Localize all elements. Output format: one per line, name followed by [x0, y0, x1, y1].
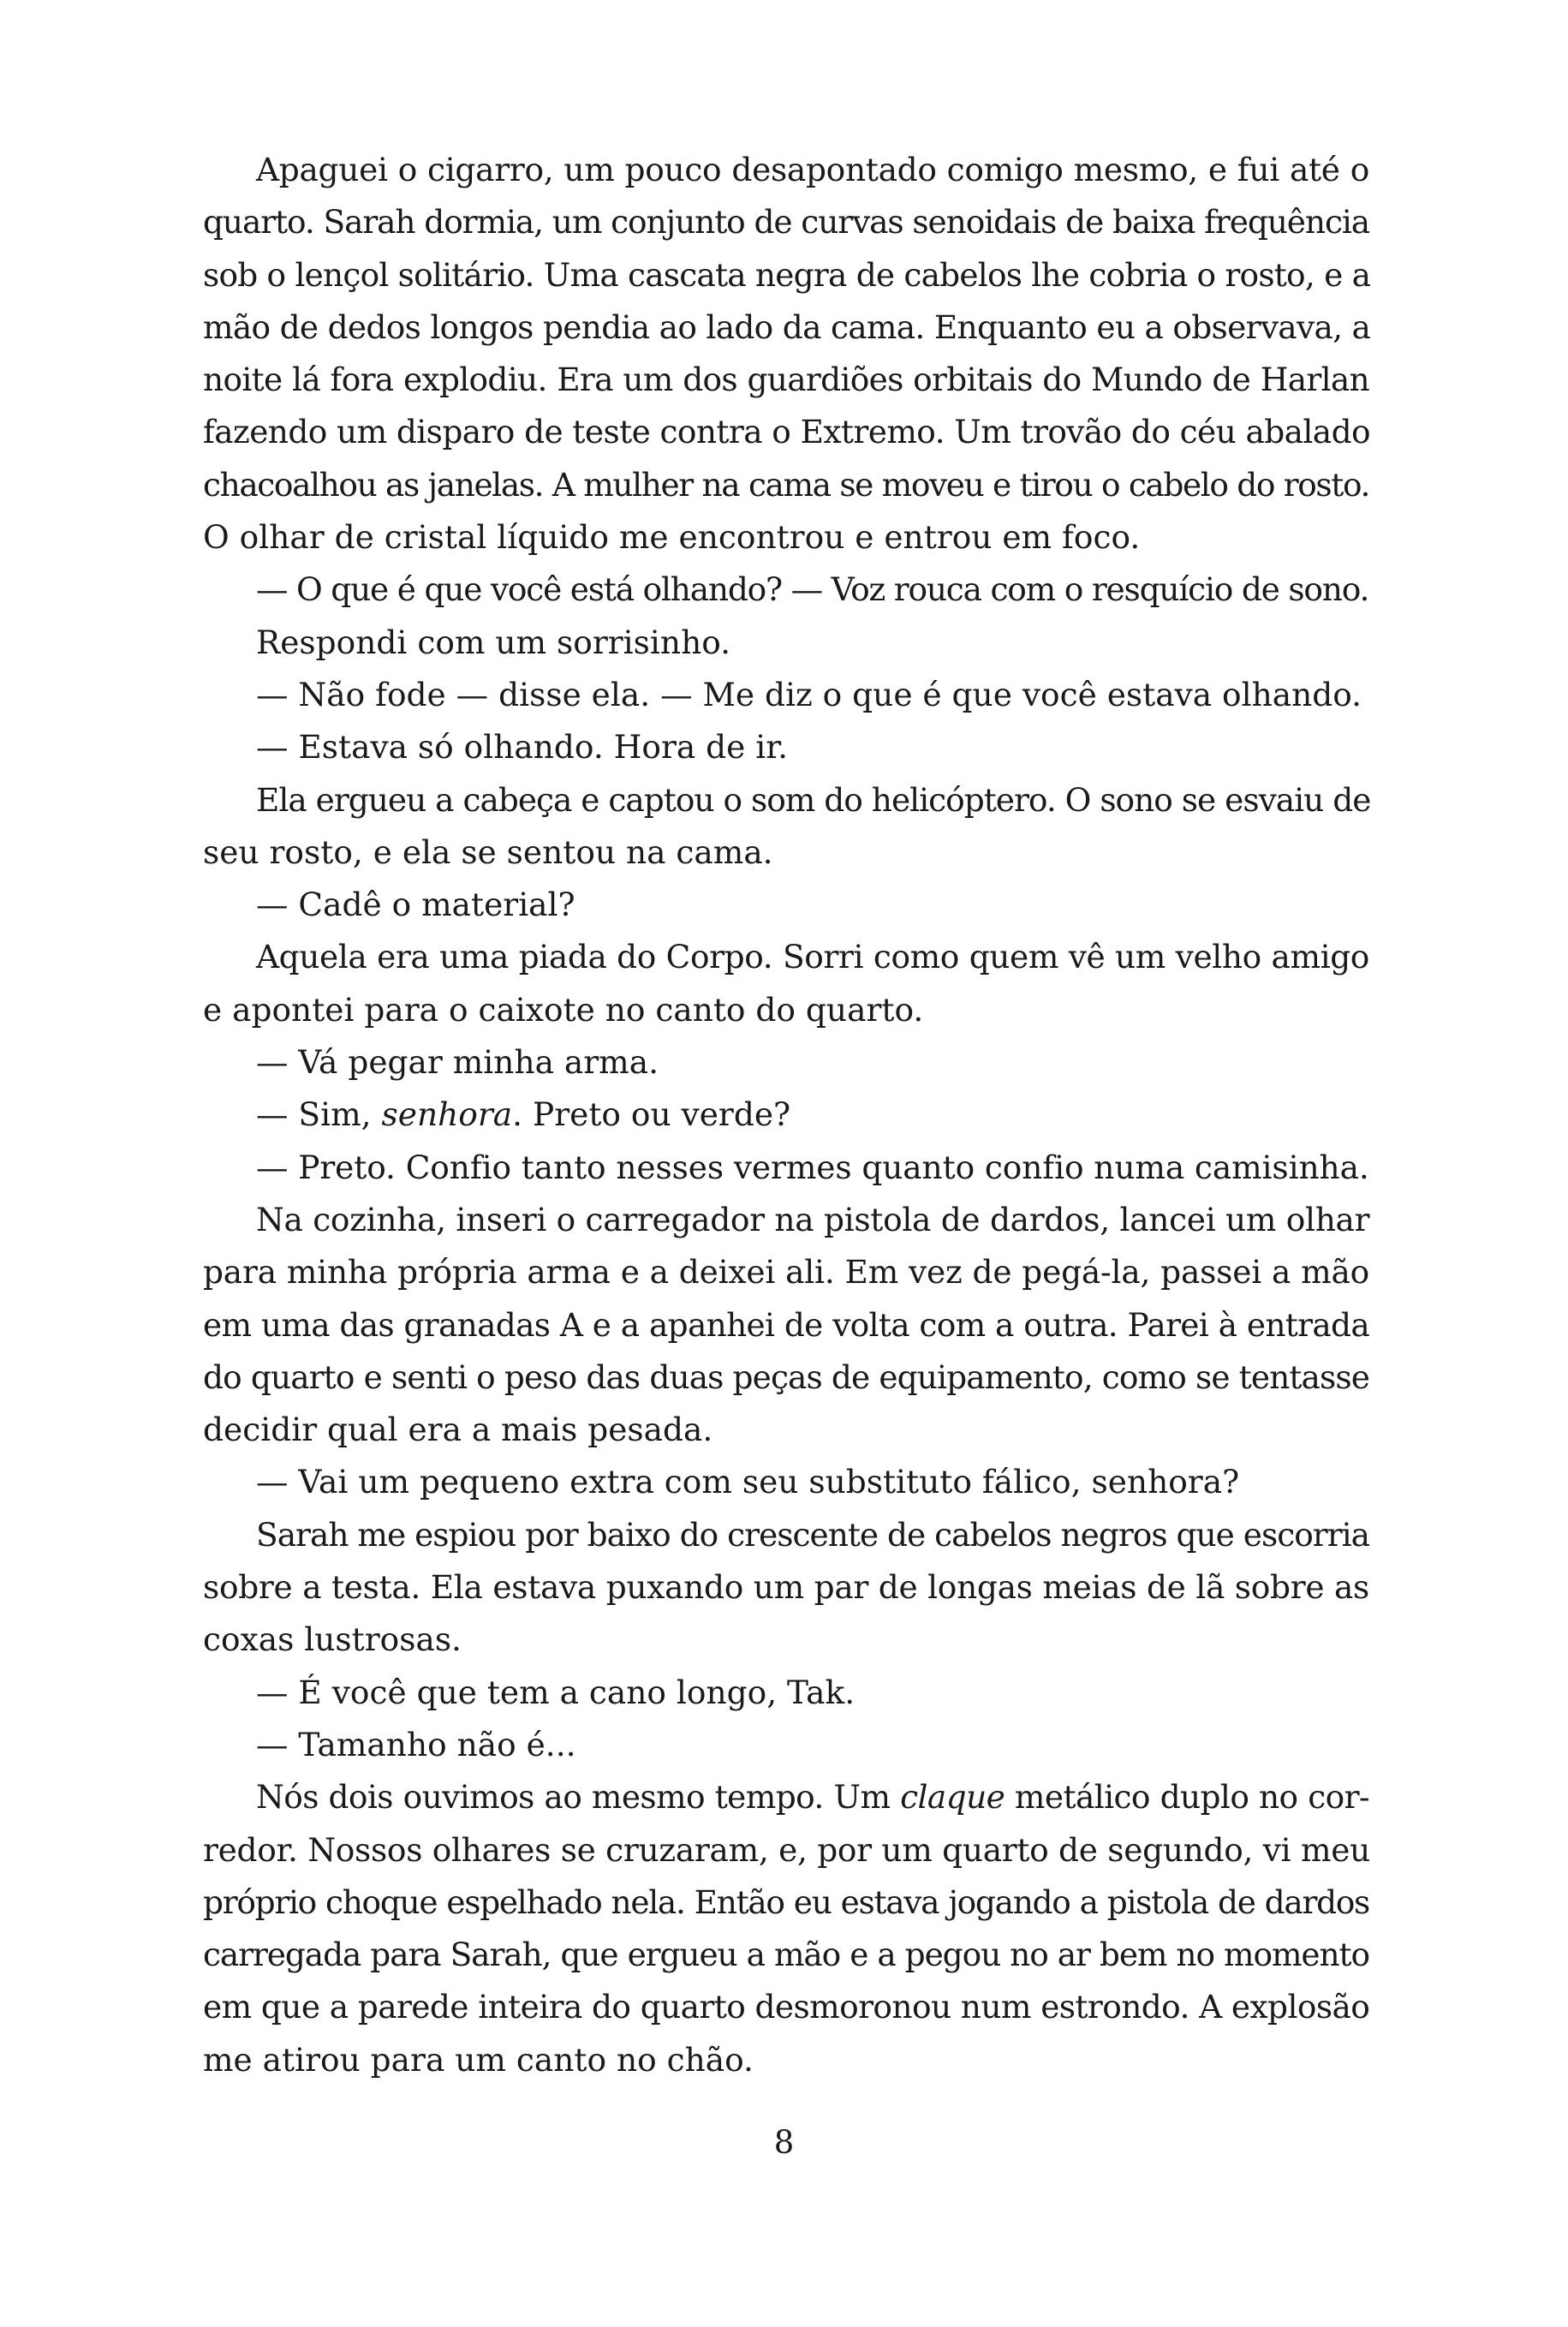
text-line: Ela ergueu a cabeça e captou o som do helicóptero. O sono se esvaiu de	[256, 780, 1371, 819]
text-line: próprio choque espelhado nela. Então eu estava jogando a pistola de dardos	[203, 1882, 1369, 1921]
text-line: Apaguei o cigarro, um pouco desapontado comigo mesmo, e fui até o	[256, 151, 1369, 188]
text-line: Sarah me espiou por baixo do crescente de cabelos negros que escorria	[256, 1515, 1369, 1554]
text-segment: — Sim,	[256, 1095, 382, 1134]
page-number: 8	[773, 2124, 795, 2161]
text-line: carregada para Sarah, que ergueu a mão e a pegou no ar bem no momento	[203, 1936, 1369, 1974]
text-line: — Vai um pequeno extra com seu substituto fálico, senhora?	[256, 1463, 1240, 1501]
text-line: — Cadê o material?	[256, 886, 575, 924]
text-segment: metálico duplo no cor-	[1005, 1778, 1370, 1817]
text-line: coxas lustrosas.	[203, 1620, 462, 1659]
italic-text: claque	[900, 1778, 1005, 1817]
text-line: Na cozinha, inseri o carregador na pistola de dardos, lancei um olhar	[256, 1200, 1370, 1238]
text-line: O olhar de cristal líquido me encontrou e entrou em foco.	[203, 518, 1141, 557]
text-line: redor. Nossos olhares se cruzaram, e, por um quarto de segundo, vi meu	[203, 1830, 1370, 1869]
text-line: — É você que tem a cano longo, Tak.	[256, 1673, 856, 1711]
text-line: e apontei para o caixote no canto do quarto.	[203, 990, 924, 1029]
text-line: em uma das granadas A e a apanhei de volta com a outra. Parei à entrada	[203, 1305, 1369, 1344]
text-line: — Estava só olhando. Hora de ir.	[256, 728, 788, 767]
text-line: — Tamanho não é...	[256, 1725, 576, 1763]
text-line: sobre a testa. Ela estava puxando um par de longas meias de lã sobre as	[203, 1568, 1369, 1607]
text-line	[203, 1089, 1369, 1141]
text-line: fazendo um disparo de teste contra o Extremo. Um trovão do céu abalado	[203, 413, 1370, 451]
text-line: do quarto e senti o peso das duas peças de equipamento, como se tentasse	[203, 1357, 1369, 1396]
text-segment: Nós dois ouvimos ao mesmo tempo. Um	[256, 1778, 901, 1817]
text-line: — O que é que você está olhando? — Voz rouca com o resquício de sono.	[256, 570, 1369, 609]
text-line: Respondi com um sorrisinho.	[256, 623, 731, 661]
text-line	[203, 1771, 1369, 1823]
text-line: em que a parede inteira do quarto desmoronou num estrondo. A explosão	[203, 1988, 1370, 2026]
text-line: — Preto. Confio tanto nesses vermes quanto confio numa camisinha.	[256, 1148, 1369, 1186]
text-segment: . Preto ou verde?	[512, 1095, 791, 1134]
text-line: decidir qual era a mais pesada.	[203, 1411, 713, 1449]
body-text	[203, 144, 1369, 2086]
text-line: para minha própria arma e a deixei ali. Em vez de pegá-la, passei a mão	[203, 1253, 1369, 1292]
text-line: — Vá pegar minha arma.	[256, 1043, 659, 1082]
text-line: Aquela era uma piada do Corpo. Sorri como quem vê um velho amigo	[256, 938, 1369, 976]
text-line: sob o lençol solitário. Uma cascata negra de cabelos lhe cobria o rosto, e a	[203, 255, 1371, 294]
text-line: mão de dedos longos pendia ao lado da cama. Enquanto eu a observava, a	[203, 307, 1371, 346]
italic-text: senhora	[381, 1095, 513, 1134]
text-line: seu rosto, e ela se sentou na cama.	[203, 832, 773, 871]
text-line: quarto. Sarah dormia, um conjunto de curvas senoidais de baixa frequência	[203, 203, 1369, 242]
text-line: chacoalhou as janelas. A mulher na cama se moveu e tirou o cabelo do rosto.	[203, 465, 1369, 504]
text-line: me atirou para um canto no chão.	[203, 2040, 754, 2079]
text-line: — Não fode — disse ela. — Me diz o que é que você estava olhando.	[256, 675, 1362, 713]
text-line: noite lá fora explodiu. Era um dos guardiões orbitais do Mundo de Harlan	[203, 361, 1369, 399]
